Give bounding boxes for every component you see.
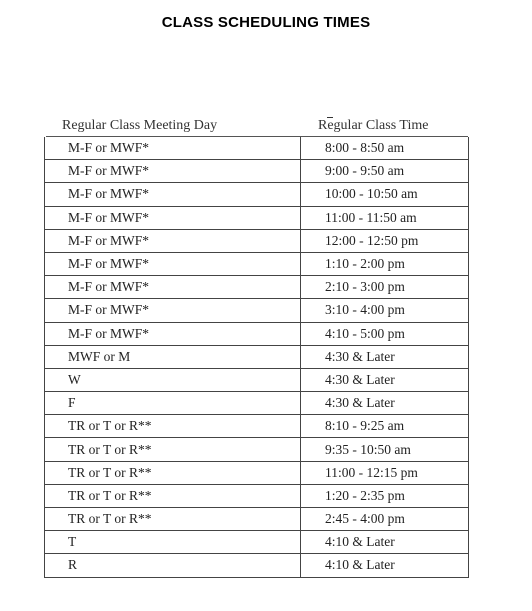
table-row bbox=[45, 160, 469, 183]
meeting-day-cell: MWF or M bbox=[45, 345, 301, 368]
page-title: CLASS SCHEDULING TIMES bbox=[161, 14, 371, 31]
class-time-cell: 8:00 - 8:50 am bbox=[301, 137, 469, 160]
table-row bbox=[45, 461, 469, 484]
class-time-cell: 1:10 - 2:00 pm bbox=[301, 252, 469, 275]
table-row bbox=[45, 438, 469, 461]
meeting-day-cell: M-F or MWF* bbox=[45, 252, 301, 275]
class-time-cell: 11:00 - 12:15 pm bbox=[301, 461, 469, 484]
class-time-cell: 9:00 - 9:50 am bbox=[301, 160, 469, 183]
class-time-cell: 4:10 & Later bbox=[301, 554, 469, 577]
table-row bbox=[45, 484, 469, 507]
table-row bbox=[45, 554, 469, 577]
class-time-cell: 4:10 & Later bbox=[301, 531, 469, 554]
table-row bbox=[45, 183, 469, 206]
class-time-cell: 4:30 & Later bbox=[301, 392, 469, 415]
class-time-cell: 2:45 - 4:00 pm bbox=[301, 508, 469, 531]
meeting-day-cell: T bbox=[45, 531, 301, 554]
meeting-day-cell: M-F or MWF* bbox=[45, 229, 301, 252]
meeting-day-cell: M-F or MWF* bbox=[45, 206, 301, 229]
class-time-cell: 4:10 - 5:00 pm bbox=[301, 322, 469, 345]
meeting-day-cell: M-F or MWF* bbox=[45, 183, 301, 206]
class-time-cell: 4:30 & Later bbox=[301, 345, 469, 368]
class-time-cell: 2:10 - 3:00 pm bbox=[301, 276, 469, 299]
class-time-cell: 8:10 - 9:25 am bbox=[301, 415, 469, 438]
class-time-cell: 1:20 - 2:35 pm bbox=[301, 484, 469, 507]
schedule-table bbox=[44, 137, 469, 578]
table-row bbox=[45, 392, 469, 415]
meeting-day-cell: R bbox=[45, 554, 301, 577]
class-time-cell: 10:00 - 10:50 am bbox=[301, 183, 469, 206]
class-time-cell: 12:00 - 12:50 pm bbox=[301, 229, 469, 252]
table-row bbox=[45, 299, 469, 322]
class-time-cell: 3:10 - 4:00 pm bbox=[301, 299, 469, 322]
meeting-day-cell: W bbox=[45, 368, 301, 391]
meeting-day-cell: TR or T or R** bbox=[45, 508, 301, 531]
class-time-cell: 9:35 - 10:50 am bbox=[301, 438, 469, 461]
table-row bbox=[45, 345, 469, 368]
table-row bbox=[45, 531, 469, 554]
table-row bbox=[45, 322, 469, 345]
meeting-day-cell: TR or T or R** bbox=[45, 484, 301, 507]
table-row bbox=[45, 508, 469, 531]
meeting-day-cell: M-F or MWF* bbox=[45, 276, 301, 299]
meeting-day-cell: M-F or MWF* bbox=[45, 137, 301, 160]
meeting-day-cell: TR or T or R** bbox=[45, 461, 301, 484]
table-row bbox=[45, 252, 469, 275]
meeting-day-cell: M-F or MWF* bbox=[45, 322, 301, 345]
class-time-cell: 4:30 & Later bbox=[301, 368, 469, 391]
schedule-rows bbox=[45, 137, 469, 577]
meeting-day-cell: M-F or MWF* bbox=[45, 299, 301, 322]
meeting-day-cell: F bbox=[45, 392, 301, 415]
table-row bbox=[45, 276, 469, 299]
meeting-day-cell: M-F or MWF* bbox=[45, 160, 301, 183]
column-header-time: Regular Class Time bbox=[318, 118, 429, 133]
meeting-day-cell: TR or T or R** bbox=[45, 415, 301, 438]
table-row bbox=[45, 137, 469, 160]
meeting-day-cell: TR or T or R** bbox=[45, 438, 301, 461]
table-row bbox=[45, 368, 469, 391]
class-time-cell: 11:00 - 11:50 am bbox=[301, 206, 469, 229]
table-row bbox=[45, 229, 469, 252]
column-header-day: Regular Class Meeting Day bbox=[62, 118, 218, 133]
table-row bbox=[45, 415, 469, 438]
table-row bbox=[45, 206, 469, 229]
